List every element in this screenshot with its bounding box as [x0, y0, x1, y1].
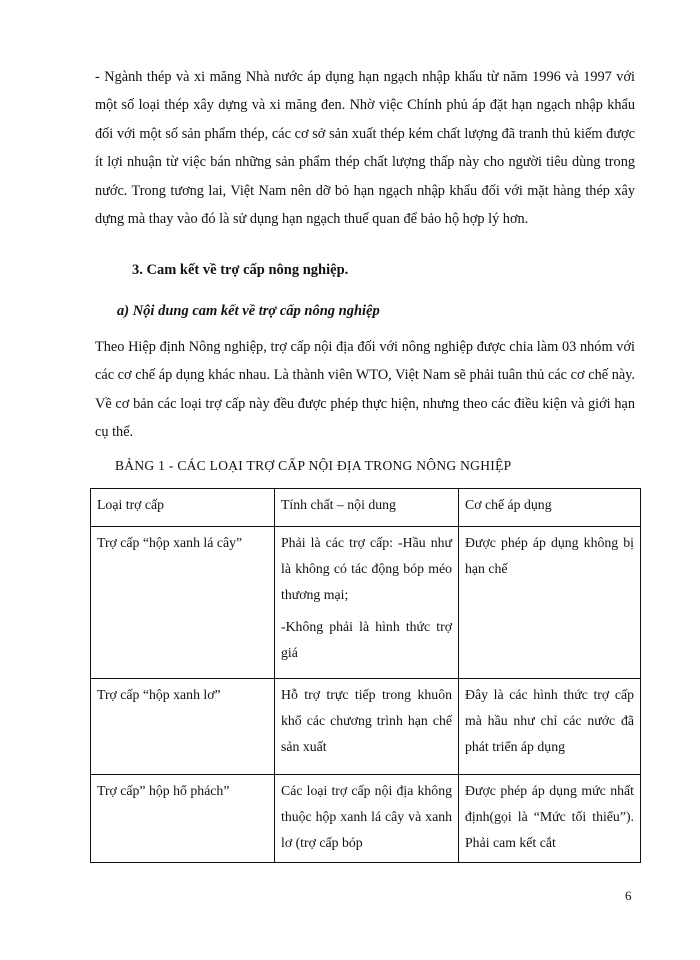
- subsidy-table: [90, 488, 641, 863]
- cell-mechanism: Được phép áp dụng mức nhất định(gọi là “Mức tối thiểu”). Phải cam kết cắt: [459, 775, 641, 863]
- paragraph-agreement: Theo Hiệp định Nông nghiệp, trợ cấp nội địa đối với nông nghiệp được chia làm 03 nhóm với các cơ chế áp dụng khác nhau. Là thành viên WTO, Việt Nam sẽ phải tuân thủ các cơ chế này. Về cơ bản các loại trợ cấp này đều được phép thực hiện, nhưng theo các điều kiện và giới hạn cụ thể.: [95, 339, 635, 441]
- table-row: [91, 679, 641, 775]
- header-cell-mechanism: Cơ chế áp dụng: [459, 489, 641, 527]
- cell-mechanism: Đây là các hình thức trợ cấp mà hầu như chỉ các nước đã phát triển áp dụng: [459, 679, 641, 775]
- cell-nature: Hỗ trợ trực tiếp trong khuôn khổ các chương trình hạn chế sản xuất: [275, 679, 459, 775]
- table-row: [91, 775, 641, 863]
- paragraph-steel-cement: - Ngành thép và xi măng Nhà nước áp dụng hạn ngạch nhập khẩu từ năm 1996 và 1997 với một số loại thép xây dựng và xi măng đen. Nhờ việc Chính phủ áp đặt hạn ngạch nhập khẩu đối với một số sản phẩm thép, các cơ sở sản xuất thép kém chất lượng đã tranh thủ kiếm được ít lợi nhuận từ việc bán những sản phẩm thép chất lượng thấp này cho người tiêu dùng trong nước. Trong tương lai, Việt Nam nên dỡ bỏ hạn ngạch nhập khẩu đối với mặt hàng thép xây dựng mà thay vào đó là sử dụng hạn ngạch thuế quan để bảo hộ hợp lý hơn.: [95, 69, 635, 228]
- cell-nature: [275, 527, 459, 679]
- subsection-heading: a) Nội dung cam kết về trợ cấp nông nghiệp: [117, 303, 380, 319]
- cell-nature-line: Phải là các trợ cấp: -Hầu như là không có tác động bóp méo thương mại;: [281, 535, 452, 602]
- cell-mechanism: Được phép áp dụng không bị hạn chế: [459, 527, 641, 679]
- cell-type: Trợ cấp “hộp xanh lá cây”: [91, 527, 275, 679]
- header-cell-nature: Tính chất – nội dung: [275, 489, 459, 527]
- section-heading: 3. Cam kết về trợ cấp nông nghiệp.: [132, 262, 349, 278]
- cell-type: Trợ cấp “hộp xanh lơ”: [91, 679, 275, 775]
- table-title: BẢNG 1 - CÁC LOẠI TRỢ CẤP NỘI ĐỊA TRONG NÔNG NGHIỆP: [115, 458, 512, 473]
- cell-nature: Các loại trợ cấp nội địa không thuộc hộp xanh lá cây và xanh lơ (trợ cấp bóp: [275, 775, 459, 863]
- cell-type: Trợ cấp” hộp hổ phách”: [91, 775, 275, 863]
- page-number: 6: [625, 888, 632, 903]
- table-header-row: [91, 489, 641, 527]
- table-row: [91, 527, 641, 679]
- cell-nature-line: -Không phải là hình thức trợ giá: [281, 619, 452, 660]
- header-cell-type: Loại trợ cấp: [91, 489, 275, 527]
